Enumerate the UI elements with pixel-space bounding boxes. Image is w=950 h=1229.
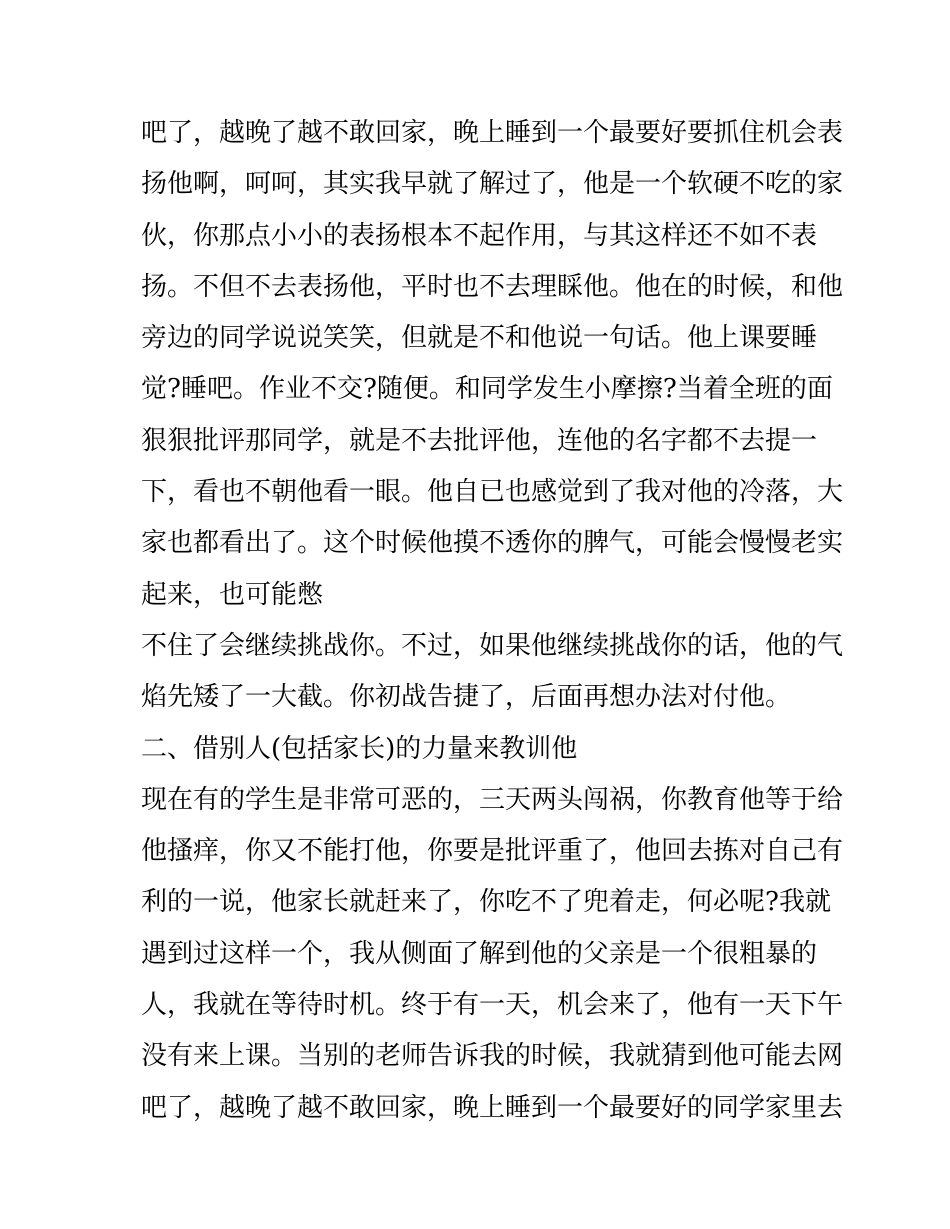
text-line: 人，我就在等待时机。终于有一天，机会来了，他有一天下午 [141, 990, 844, 1021]
text-line: 现在有的学生是非常可恶的，三天两头闯祸，你教育他等于给 [141, 784, 844, 815]
text-line: 家也都看出了。这个时候他摸不透你的脾气，可能会慢慢老实 [141, 528, 844, 559]
text-line: 遇到过这样一个，我从侧面了解到他的父亲是一个很粗暴的 [141, 938, 818, 969]
text-line: 狠狠批评那同学，就是不去批评他，连他的名字都不去提一 [141, 425, 818, 456]
section-heading: 二、借别人(包括家长)的力量来教训他 [141, 733, 578, 764]
text-line: 他搔痒，你又不能打他，你要是批评重了，他回去拣对自己有 [141, 836, 844, 867]
body-text [141, 108, 844, 1134]
text-line: 吧了，越晚了越不敢回家，晚上睡到一个最要好要抓住机会表 [141, 118, 844, 148]
text-line: 扬。不但不去表扬他，平时也不去理睬他。他在的时候，和他 [141, 271, 844, 302]
text-line: 旁边的同学说说笑笑，但就是不和他说一句话。他上课要睡 [141, 323, 818, 354]
text-line: 不住了会继续挑战你。不过，如果他继续挑战你的话，他的气 [141, 630, 844, 661]
text-line: 下，看也不朝他看一眼。他自已也感觉到了我对他的冷落，大 [141, 477, 844, 508]
text-line: 利的一说，他家长就赶来了，你吃不了兜着走，何必呢?我就 [141, 887, 831, 918]
text-line: 觉?睡吧。作业不交?随便。和同学发生小摩擦?当着全班的面 [141, 374, 833, 405]
text-line: 没有来上课。当别的老师告诉我的时候，我就猜到他可能去网 [141, 1041, 844, 1072]
text-line: 扬他啊，呵呵，其实我早就了解过了，他是一个软硬不吃的家 [141, 169, 844, 200]
text-line: 伙，你那点小小的表扬根本不起作用，与其这样还不如不表 [141, 220, 818, 251]
text-line: 焰先矮了一大截。你初战告捷了，后面再想办法对付他。 [141, 682, 792, 713]
text-line: 起来，也可能憋 [141, 579, 324, 610]
text-line: 吧了，越晚了越不敢回家，晚上睡到一个最要好的同学家里去 [141, 1092, 844, 1123]
